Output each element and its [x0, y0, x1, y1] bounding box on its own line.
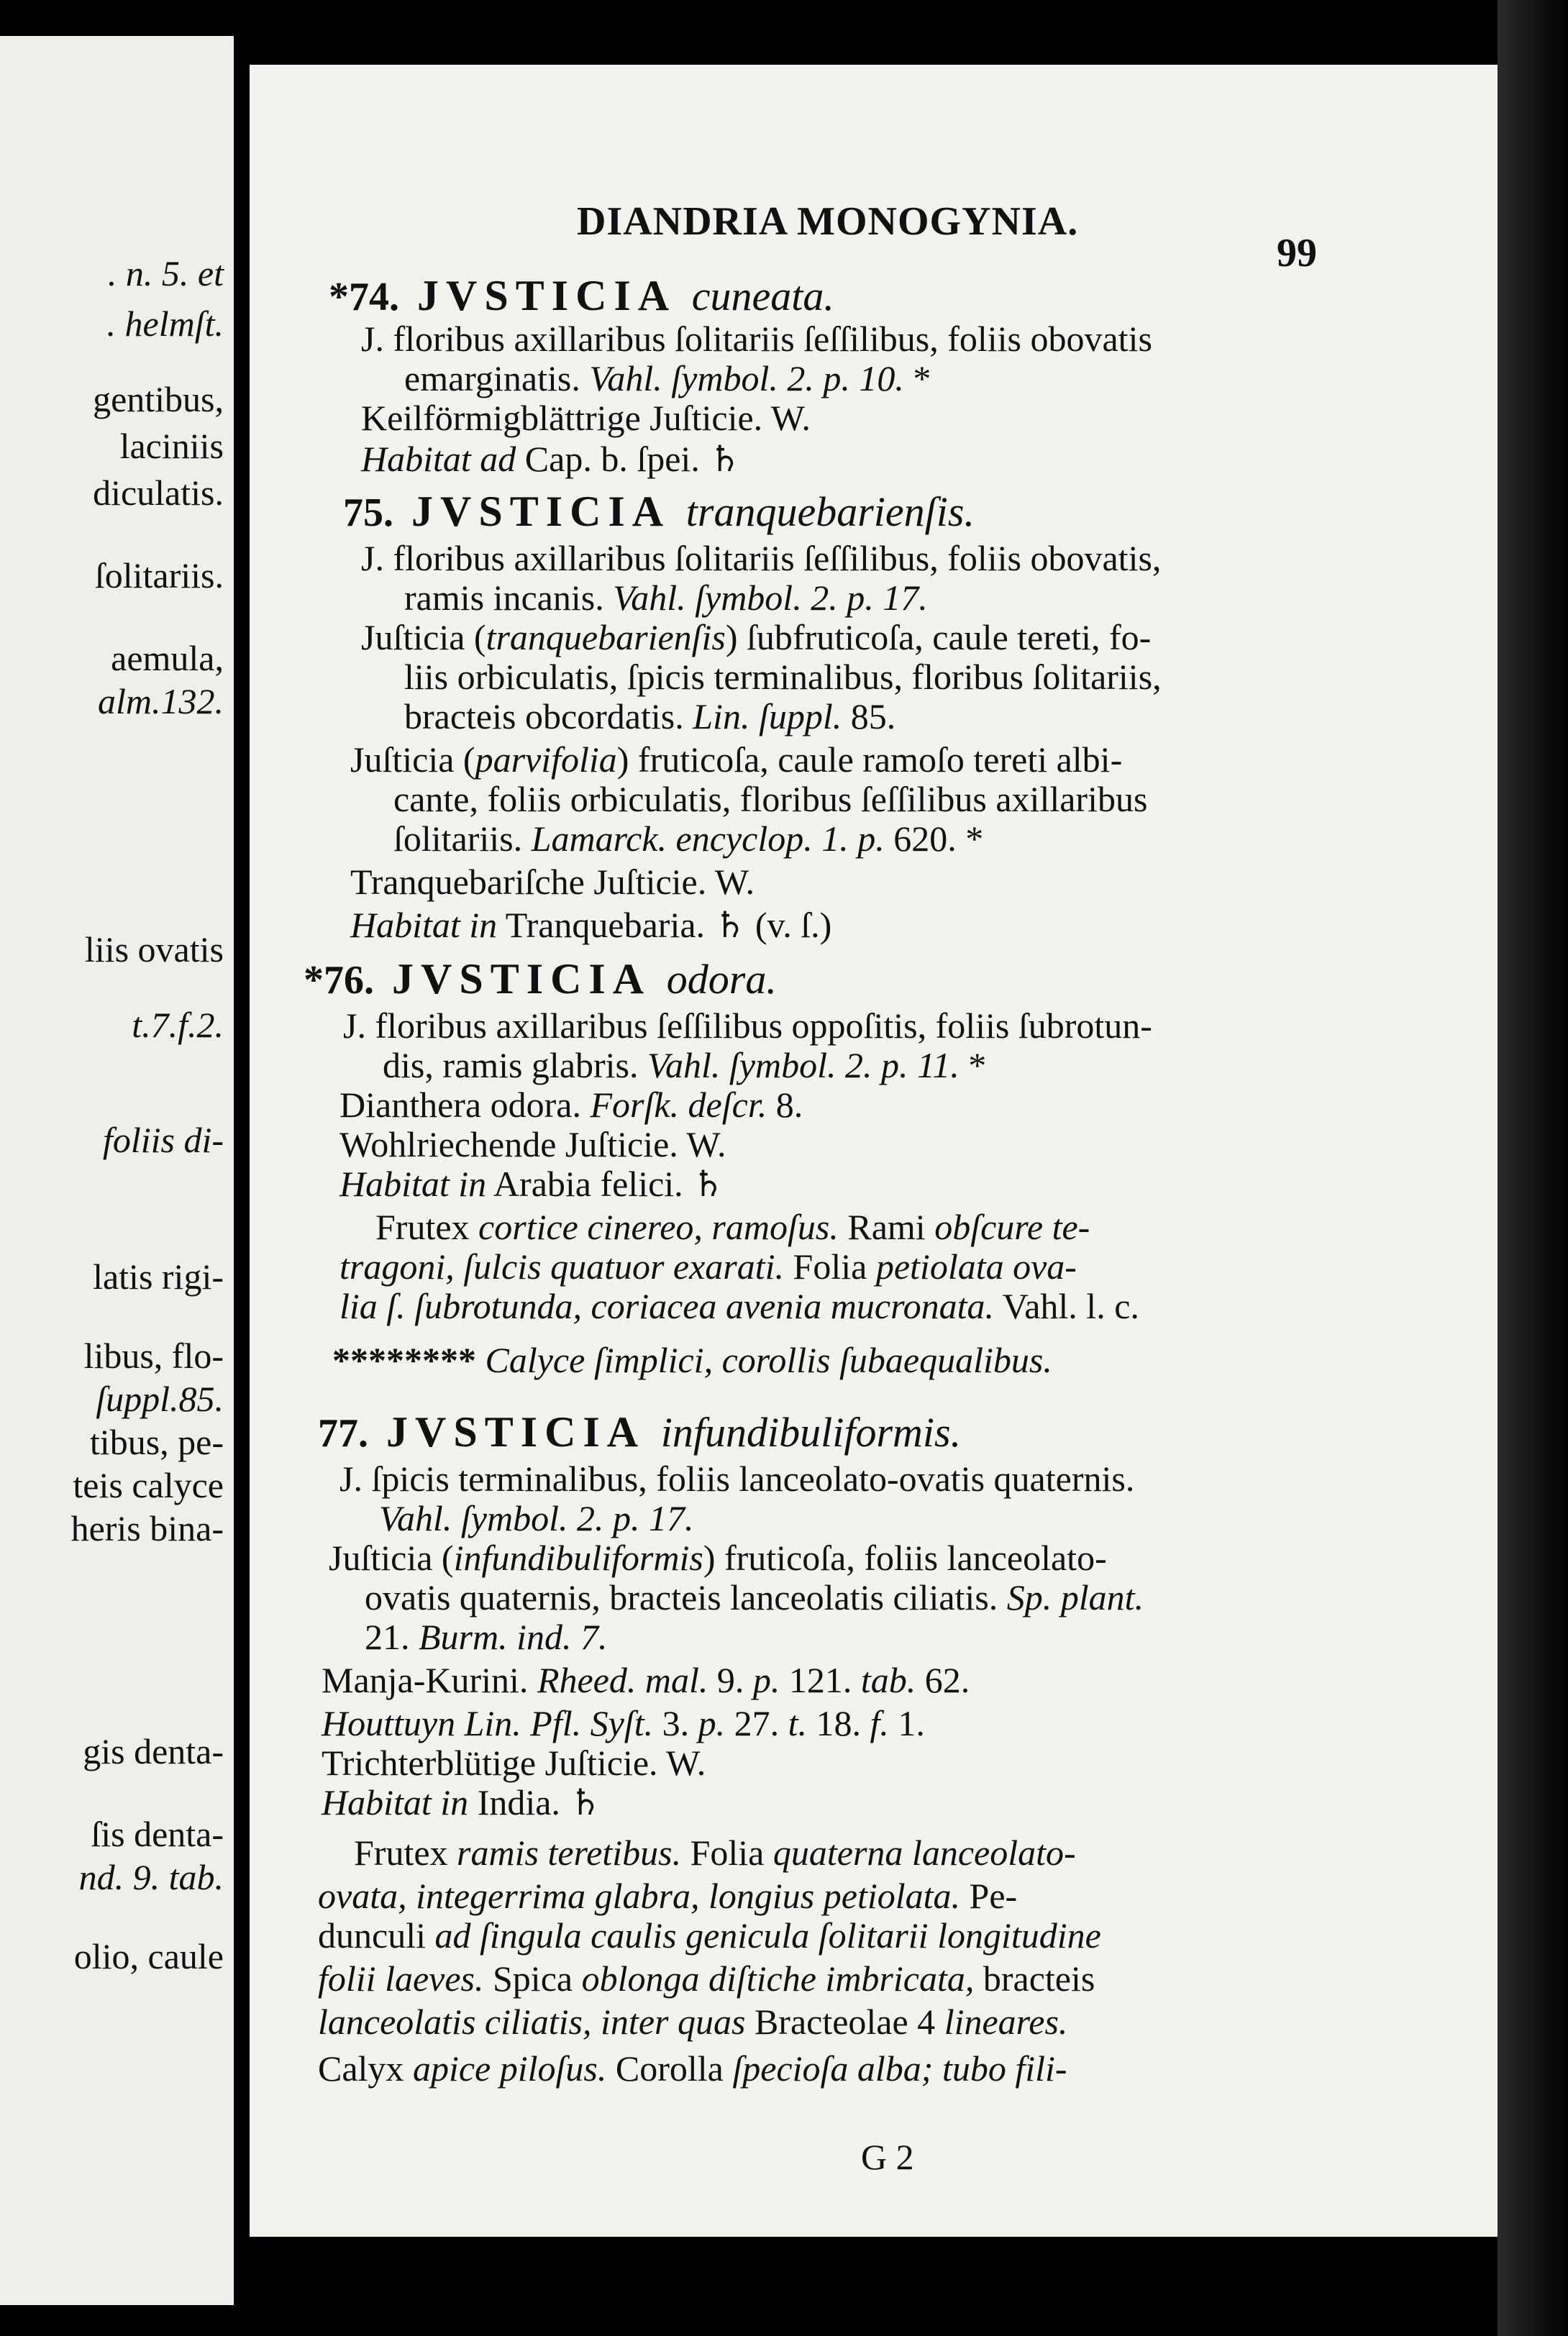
entry-line: cante, foliis orbiculatis, floribus ſeſſilibus axillaribus	[393, 779, 1148, 819]
entry-line: Houttuyn Lin. Pfl. Syſt. 3. p. 27. t. 18. f. 1.	[322, 1703, 925, 1743]
left-line: ſis denta-	[91, 1814, 224, 1854]
entry-line: 21. Burm. ind. 7.	[365, 1617, 608, 1657]
left-line: gentibus,	[93, 379, 224, 419]
entry-line: Juſticia (infundibuliformis) fruticoſa, foliis lanceolato-	[329, 1538, 1107, 1578]
entry-number: 75.	[343, 491, 393, 535]
entry-number: 77.	[318, 1411, 368, 1456]
entry-line: Habitat ad Cap. b. ſpei. ♄	[361, 439, 742, 479]
species-name: cuneata.	[691, 273, 834, 319]
species-name: tranquebarienſis.	[685, 488, 975, 535]
left-line: nd. 9. tab.	[78, 1857, 224, 1897]
entry-number: *76.	[304, 958, 374, 1003]
left-line: ſolitariis.	[94, 555, 224, 596]
page-edge-shadow	[1498, 0, 1568, 2336]
signature-mark: G 2	[861, 2137, 914, 2177]
left-line: . n. 5. et	[107, 253, 224, 293]
entry-heading	[304, 957, 777, 1002]
left-line: gis denta-	[83, 1731, 224, 1771]
entry-line: ovatis quaternis, bracteis lanceolatis ciliatis. Sp. plant.	[365, 1577, 1144, 1618]
entry-line: ſolitariis. Lamarck. encyclop. 1. p. 620. *	[393, 818, 984, 859]
left-line: tibus, pe-	[89, 1422, 224, 1462]
current-page	[250, 65, 1498, 2237]
page-number: 99	[1277, 231, 1317, 275]
genus-name: JVSTICIA	[392, 955, 649, 1003]
left-line: . helmſt.	[106, 304, 224, 344]
page-header: DIANDRIA MONOGYNIA.	[577, 199, 1079, 244]
entry-line: Juſticia (tranquebarienſis) ſubfruticoſa, caule tereti, fo-	[361, 617, 1152, 657]
entry-line: ovata, integerrima glabra, longius petiolata. Pe-	[318, 1876, 1018, 1916]
left-line: aemula,	[111, 638, 224, 678]
entry-line: Juſticia (parvifolia) fruticoſa, caule ramoſo tereti albi-	[350, 739, 1123, 780]
previous-page-strip	[0, 36, 234, 2305]
entry-line: Habitat in Arabia felici. ♄	[339, 1164, 724, 1204]
entry-line: Frutex cortice cinereo, ramoſus. Rami obſcure te-	[375, 1207, 1090, 1247]
entry-line: dunculi ad ſingula caulis genicula ſolitarii longitudine	[318, 1915, 1101, 1956]
entry-line: Dianthera odora. Forſk. deſcr. 8.	[339, 1085, 803, 1125]
left-line: laciniis	[119, 426, 224, 466]
left-line: heris bina-	[70, 1508, 224, 1548]
left-line: olio, caule	[73, 1936, 224, 1976]
entry-line: dis, ramis glabris. Vahl. ſymbol. 2. p. 11. *	[383, 1045, 987, 1085]
entry-line: Manja-Kurini. Rheed. mal. 9. p. 121. tab. 62.	[322, 1660, 970, 1700]
entry-line: J. ſpicis terminalibus, foliis lanceolato-ovatis quaternis.	[339, 1459, 1135, 1499]
genus-name: JVSTICIA	[411, 488, 668, 535]
left-line: alm.132.	[98, 681, 224, 721]
genus-name: JVSTICIA	[417, 272, 674, 319]
entry-line: emarginatis. Vahl. ſymbol. 2. p. 10. *	[404, 358, 931, 398]
entry-line: Frutex ramis teretibus. Folia quaterna lanceolato-	[354, 1833, 1076, 1873]
entry-line: bracteis obcordatis. Lin. ſuppl. 85.	[404, 696, 896, 736]
left-line: ſuppl.85.	[96, 1379, 224, 1419]
left-line: teis calyce	[73, 1465, 224, 1505]
left-line: libus, flo-	[83, 1336, 224, 1376]
entry-heading	[318, 1410, 961, 1455]
entry-line: Keilförmigblättrige Juſticie. W.	[361, 398, 811, 438]
entry-line: ramis incanis. Vahl. ſymbol. 2. p. 17.	[404, 578, 928, 618]
entry-heading	[343, 489, 975, 534]
entry-line: Wohlriechende Juſticie. W.	[339, 1124, 726, 1164]
entry-line: Trichterblütige Juſticie. W.	[322, 1743, 706, 1783]
entry-line: tragoni, ſulcis quatuor exarati. Folia petiolata ova-	[339, 1246, 1077, 1287]
entry-line: J. floribus axillaribus ſolitariis ſeſſilibus, foliis obovatis,	[361, 538, 1162, 578]
left-line: foliis di-	[102, 1120, 224, 1160]
book-gutter	[234, 0, 250, 2336]
entry-line: Vahl. ſymbol. 2. p. 17.	[379, 1498, 694, 1538]
entry-line: lia ſ. ſubrotunda, coriacea avenia mucronata. Vahl. l. c.	[339, 1286, 1139, 1326]
entry-heading	[329, 273, 834, 319]
genus-name: JVSTICIA	[386, 1408, 643, 1456]
entry-line: lanceolatis ciliatis, inter quas Bracteolae 4 lineares.	[318, 2002, 1068, 2042]
entry-line: folii laeves. Spica oblonga diſtiche imbricata, bracteis	[318, 1958, 1095, 1999]
species-name: odora.	[666, 956, 777, 1003]
section-heading: ******** Calyce ſimplici, corollis ſubaequalibus.	[332, 1340, 1052, 1380]
entry-line: J. floribus axillaribus ſeſſilibus oppoſitis, foliis ſubrotun-	[343, 1005, 1152, 1046]
species-name: infundibuliformis.	[660, 1409, 962, 1456]
entry-line: Tranquebariſche Juſticie. W.	[350, 862, 755, 902]
left-line: liis ovatis	[84, 929, 224, 969]
entry-line: J. floribus axillaribus ſolitariis ſeſſilibus, foliis obovatis	[361, 319, 1152, 359]
left-line: latis rigi-	[93, 1256, 224, 1297]
left-line: diculatis.	[93, 473, 224, 513]
entry-line: Habitat in Tranquebaria. ♄ (v. ſ.)	[350, 905, 832, 945]
entry-line: liis orbiculatis, ſpicis terminalibus, floribus ſolitariis,	[404, 657, 1162, 697]
left-line: t.7.f.2.	[132, 1005, 224, 1045]
entry-line: Calyx apice piloſus. Corolla ſpecioſa alba; tubo fili-	[318, 2048, 1067, 2089]
entry-number: *74.	[329, 275, 399, 319]
entry-line: Habitat in India. ♄	[322, 1782, 602, 1822]
